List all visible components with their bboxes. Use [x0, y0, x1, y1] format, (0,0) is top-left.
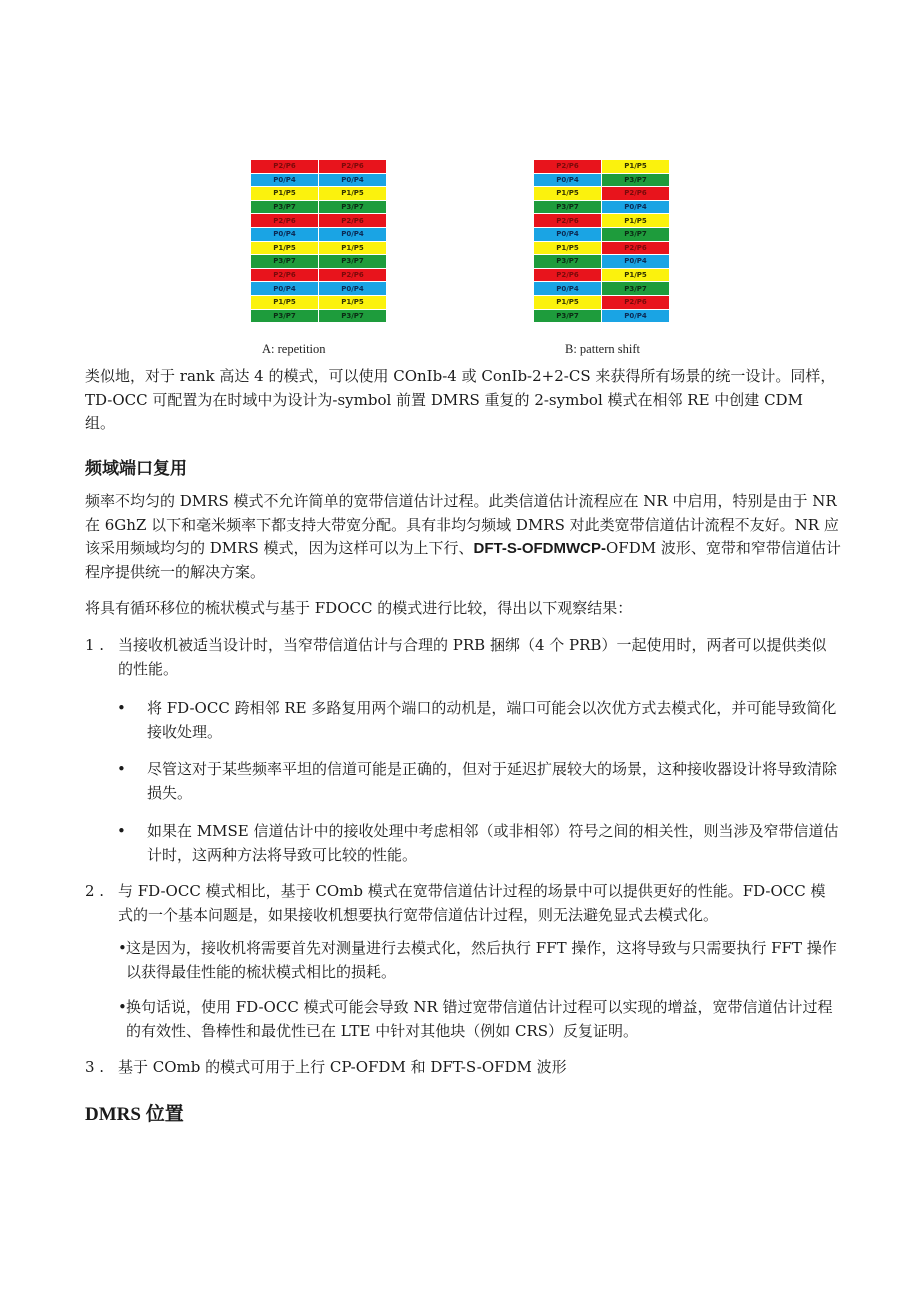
- repetition-grid-row: [251, 269, 386, 283]
- pattern-shift-grid-row: [534, 228, 669, 242]
- paragraph-nonuniform-dmrs-waveform: DFT-S-OFDMWCP-: [473, 540, 606, 557]
- pattern-shift-grid-cell: P3/P7: [602, 282, 669, 295]
- pattern-shift-grid-row: [534, 296, 669, 310]
- pattern-shift-grid-row: [534, 269, 669, 283]
- item2-bullet-1: 这是因为，接收机将需要首先对测量进行去模式化，然后执行 FFT 操作，这将导致与只需要执行 FFT 操作以获得最佳性能的梳状模式相比的损耗。: [126, 939, 837, 981]
- pattern-shift-grid-row: [534, 160, 669, 174]
- paragraph-nonuniform-dmrs-a: 频率不均匀的 DMRS 模式不允许简单的宽带信道估计过程。此类信道估计流程应在 NR 中启用，特别是由于 NR 在 6GhZ 以下和毫米频率下都支持大带宽分配。具有非均匀频域 DMRS 对此类宽带信道估计流程不友好。NR 应该采用频域均匀的 DMRS 模式，因为这样可以为上下行、: [85, 492, 839, 557]
- repetition-grid-cell: P0/P4: [319, 174, 386, 187]
- repetition-grid-cell: P0/P4: [251, 174, 318, 187]
- repetition-grid-cell: P2/P6: [251, 160, 318, 173]
- pattern-shift-caption: B: pattern shift: [565, 342, 640, 356]
- paragraph-nonuniform-dmrs: [85, 490, 845, 584]
- repetition-grid-row: [251, 310, 386, 324]
- repetition-grid-cell: P3/P7: [319, 201, 386, 214]
- repetition-grid-cell: P1/P5: [319, 187, 386, 200]
- pattern-shift-grid-cell: P1/P5: [602, 214, 669, 227]
- repetition-grid-cell: P0/P4: [251, 228, 318, 241]
- pattern-shift-grid-cell: P2/P6: [534, 160, 601, 173]
- repetition-grid-row: [251, 296, 386, 310]
- repetition-grid-cell: P3/P7: [251, 310, 318, 323]
- repetition-grid-cell: P0/P4: [319, 228, 386, 241]
- pattern-shift-grid-cell: P2/P6: [602, 296, 669, 309]
- pattern-shift-grid-cell: P3/P7: [602, 174, 669, 187]
- pattern-shift-grid-cell: P0/P4: [602, 255, 669, 268]
- repetition-grid-cell: P1/P5: [251, 242, 318, 255]
- pattern-shift-grid-row: [534, 214, 669, 228]
- pattern-shift-grid-row: [534, 282, 669, 296]
- repetition-grid-row: [251, 187, 386, 201]
- pattern-shift-grid-row: [534, 187, 669, 201]
- pattern-shift-grid-cell: P2/P6: [534, 214, 601, 227]
- section-heading-dmrs-position: DMRS 位置: [85, 1104, 184, 1125]
- pattern-shift-grid-cell: P3/P7: [534, 255, 601, 268]
- pattern-shift-grid-cell: P2/P6: [534, 269, 601, 282]
- section-heading-frequency-port-mux: 频域端口复用: [85, 459, 187, 479]
- pattern-shift-grid-cell: P3/P7: [534, 310, 601, 323]
- repetition-grid-cell: P3/P7: [251, 255, 318, 268]
- repetition-grid-row: [251, 255, 386, 269]
- repetition-grid-row: [251, 214, 386, 228]
- repetition-grid-cell: P2/P6: [319, 269, 386, 282]
- bullet-glyph: •: [117, 699, 126, 717]
- repetition-grid-cell: P3/P7: [319, 255, 386, 268]
- item1-text: 当接收机被适当设计时，当窄带信道估计与合理的 PRB 捆绑（4 个 PRB）一起使用时，两者可以提供类似的性能。: [118, 636, 827, 678]
- repetition-grid-cell: P1/P5: [251, 296, 318, 309]
- pattern-shift-grid-cell: P1/P5: [602, 160, 669, 173]
- repetition-grid-cell: P3/P7: [251, 201, 318, 214]
- pattern-shift-grid-row: [534, 310, 669, 324]
- pattern-shift-grid-cell: P0/P4: [534, 282, 601, 295]
- pattern-shift-grid-row: [534, 242, 669, 256]
- pattern-shift-grid-row: [534, 255, 669, 269]
- repetition-grid-cell: P1/P5: [319, 242, 386, 255]
- bullet-glyph: •: [118, 998, 127, 1016]
- item1-bullet-3: 如果在 MMSE 信道估计中的接收处理中考虑相邻（或非相邻）符号之间的相关性，则当涉及窄带信道估计时，这两种方法将导致可比较的性能。: [147, 822, 839, 864]
- item1-bullet-2: 尽管这对于某些频率平坦的信道可能是正确的，但对于延迟扩展较大的场景，这种接收器设计将导致清除损失。: [147, 760, 838, 802]
- bullet-glyph: •: [117, 760, 126, 778]
- pattern-shift-grid-row: [534, 174, 669, 188]
- repetition-grid-cell: P2/P6: [251, 269, 318, 282]
- repetition-grid-row: [251, 174, 386, 188]
- pattern-shift-grid-cell: P0/P4: [534, 174, 601, 187]
- item3-text: 基于 COmb 的模式可用于上行 CP-OFDM 和 DFT-S-OFDM 波形: [118, 1058, 567, 1076]
- repetition-grid-cell: P2/P6: [319, 214, 386, 227]
- repetition-grid-row: [251, 160, 386, 174]
- bullet-glyph: •: [118, 939, 127, 957]
- repetition-caption: A: repetition: [262, 342, 326, 356]
- repetition-grid: [251, 160, 386, 323]
- pattern-shift-grid-cell: P0/P4: [602, 201, 669, 214]
- pattern-shift-grid-cell: P1/P5: [534, 242, 601, 255]
- repetition-grid-cell: P3/P7: [319, 310, 386, 323]
- repetition-grid-row: [251, 201, 386, 215]
- item2-bullet-2: 换句话说，使用 FD-OCC 模式可能会导致 NR 错过宽带信道估计过程可以实现的增益，宽带信道估计过程的有效性、鲁棒性和最优性已在 LTE 中针对其他块（例如 CRS）反复证明。: [126, 998, 833, 1040]
- item2-text: 与 FD-OCC 模式相比，基于 COmb 模式在宽带信道估计过程的场景中可以提供更好的性能。FD-OCC 模式的一个基本问题是，如果接收机想要执行宽带信道估计过程，则无法避免显式去模式化。: [118, 882, 826, 924]
- repetition-grid-cell: P1/P5: [251, 187, 318, 200]
- item1-number: 1 .: [85, 636, 105, 654]
- repetition-grid-cell: P2/P6: [251, 214, 318, 227]
- repetition-grid-row: [251, 242, 386, 256]
- item2-number: 2 .: [85, 882, 105, 900]
- pattern-shift-grid-cell: P3/P7: [534, 201, 601, 214]
- pattern-shift-grid-cell: P1/P5: [602, 269, 669, 282]
- repetition-grid-cell: P2/P6: [319, 160, 386, 173]
- pattern-shift-grid-row: [534, 201, 669, 215]
- paragraph-rank-design: 类似地，对于 rank 高达 4 的模式，可以使用 COnIb-4 或 ConIb-2+2-CS 来获得所有场景的统一设计。同样，TD-OCC 可配置为在时域中为设计为-symbol 前置 DMRS 重复的 2-symbol 模式在相邻 RE 中创建 CDM 组。: [85, 367, 836, 432]
- pattern-shift-grid-cell: P0/P4: [534, 228, 601, 241]
- pattern-shift-grid-cell: P3/P7: [602, 228, 669, 241]
- bullet-glyph: •: [117, 822, 126, 840]
- pattern-shift-grid: [534, 160, 669, 323]
- repetition-grid-row: [251, 228, 386, 242]
- item1-bullet-1: 将 FD-OCC 跨相邻 RE 多路复用两个端口的动机是，端口可能会以次优方式去模式化，并可能导致简化接收处理。: [147, 699, 837, 741]
- pattern-shift-grid-cell: P2/P6: [602, 242, 669, 255]
- pattern-shift-grid-cell: P1/P5: [534, 296, 601, 309]
- repetition-grid-cell: P0/P4: [319, 282, 386, 295]
- pattern-shift-grid-cell: P1/P5: [534, 187, 601, 200]
- item3-number: 3 .: [85, 1058, 105, 1076]
- paragraph-comparison-intro: 将具有循环移位的梳状模式与基于 FDOCC 的模式进行比较，得出以下观察结果：: [85, 599, 633, 617]
- paragraph-nonuniform-dmrs-c: OFDM 波形、宽带和窄带信道估计程序提供统一的解决方案。: [85, 539, 841, 581]
- pattern-shift-grid-cell: P2/P6: [602, 187, 669, 200]
- repetition-grid-cell: P0/P4: [251, 282, 318, 295]
- port-pattern-figure: [0, 160, 920, 360]
- repetition-grid-row: [251, 282, 386, 296]
- repetition-grid-cell: P1/P5: [319, 296, 386, 309]
- pattern-shift-grid-cell: P0/P4: [602, 310, 669, 323]
